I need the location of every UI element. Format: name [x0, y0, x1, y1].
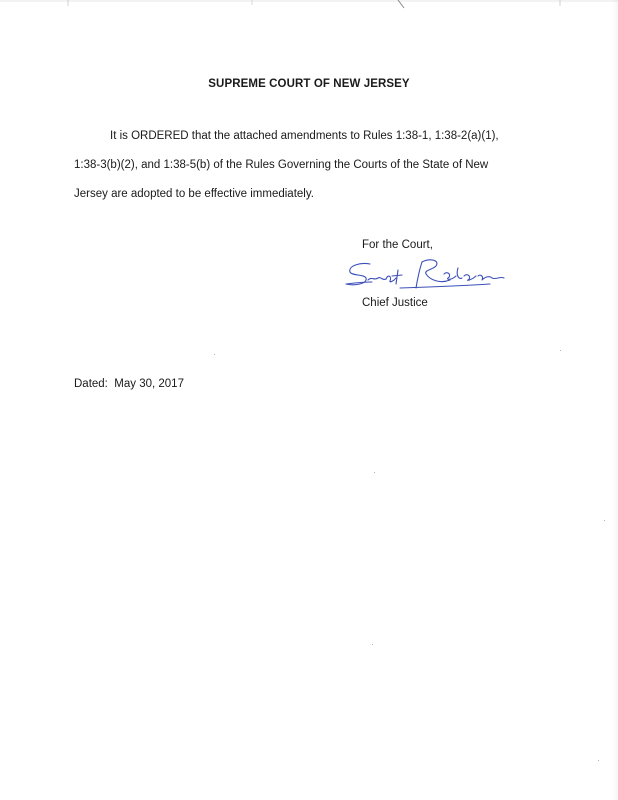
order-line-1: It is ORDERED that the attached amendments to Rules 1:38-1, 1:38-2(a)(1),: [110, 130, 499, 142]
dated-line: [74, 378, 184, 390]
scan-speck: [214, 354, 215, 355]
scan-speck: [604, 520, 605, 521]
signature-role: Chief Justice: [362, 297, 428, 309]
scan-speck: [560, 350, 561, 351]
dated-label: Dated:: [74, 378, 108, 390]
scan-speck: [374, 472, 375, 473]
court-title: SUPREME COURT OF NEW JERSEY: [208, 78, 410, 90]
closing-text: For the Court,: [362, 239, 433, 251]
order-paragraph: [74, 122, 554, 209]
handwritten-signature: [340, 254, 520, 296]
order-line-3: Jersey are adopted to be effective immediately.: [74, 188, 314, 200]
scan-right-shadow: [612, 0, 618, 800]
scan-edge-artifacts: [0, 0, 618, 10]
order-line-2: 1:38-3(b)(2), and 1:38-5(b) of the Rules Governing the Courts of the State of New: [74, 159, 489, 171]
dated-value: May 30, 2017: [114, 378, 184, 390]
scan-speck: [598, 760, 599, 761]
scan-speck: [372, 644, 373, 645]
